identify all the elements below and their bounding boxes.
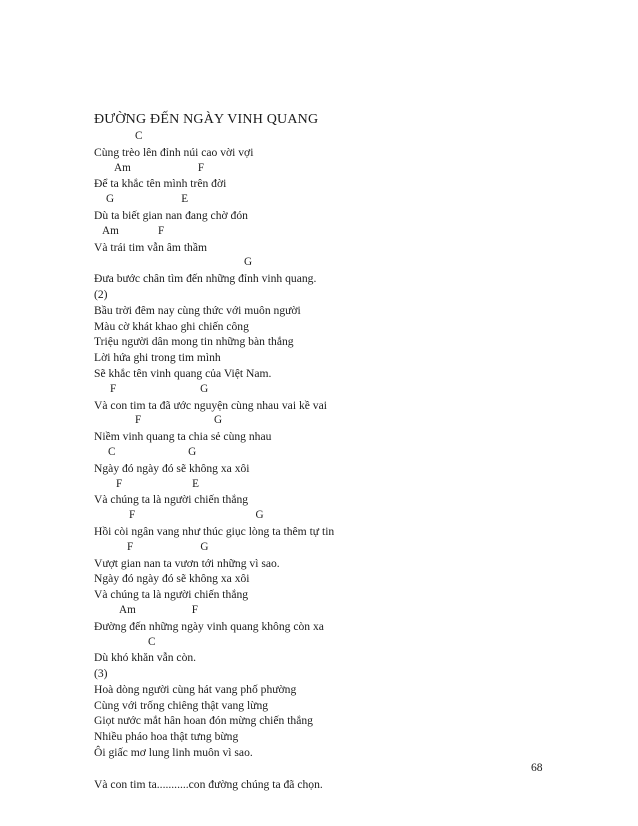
lyric-line: Hoà dòng người cùng hát vang phố phường xyxy=(94,682,297,696)
lyric-line: Nhiều pháo hoa thật tưng bừng xyxy=(94,730,239,744)
lyric-line: Để ta khắc tên mình trên đời xyxy=(94,177,227,191)
chord-line: F G xyxy=(127,540,209,553)
chord-line: G E xyxy=(106,193,189,206)
lyric-line: Hồi còi ngân vang như thúc giục lòng ta thêm tự tin xyxy=(94,524,335,538)
chord-line: Am F xyxy=(102,224,165,237)
lyric-line: Và trái tim vẫn âm thầm xyxy=(94,240,208,254)
lyric-line: Và con tim ta...........con đường chúng ta đã chọn. xyxy=(94,777,323,791)
lyric-line: Ôi giấc mơ lung linh muôn vì sao. xyxy=(94,746,253,760)
chord-line: F E xyxy=(116,477,199,490)
lyric-line: (3) xyxy=(94,667,108,681)
lyric-line: (2) xyxy=(94,287,108,301)
lyric-line: Sẽ khắc tên vinh quang của Việt Nam. xyxy=(94,366,272,380)
lyric-line: Dù khó khăn vẫn còn. xyxy=(94,651,197,665)
lyric-line: Triệu người dân mong tin những bàn thắng xyxy=(94,335,294,349)
lyric-line: Ngày đó ngày đó sẽ không xa xôi xyxy=(94,461,250,475)
song-title: ĐƯỜNG ĐẾN NGÀY VINH QUANG xyxy=(94,112,319,127)
lyric-line: Cùng với trống chiêng thật vang lừng xyxy=(94,698,269,712)
lyric-line: Và chúng ta là người chiến thắng xyxy=(94,588,249,602)
lyric-line: Ngày đó ngày đó sẽ không xa xôi xyxy=(94,572,250,586)
lyric-line: Và chúng ta là người chiến thắng xyxy=(94,493,249,507)
lyric-line: Lời hứa ghi trong tim mình xyxy=(94,351,221,365)
lyric-line: Vượt gian nan ta vươn tới những vì sao. xyxy=(94,556,280,570)
lyric-line: Niềm vinh quang ta chia sẻ cùng nhau xyxy=(94,430,272,444)
lyric-line: Đường đến những ngày vinh quang không còn xa xyxy=(94,619,324,633)
chord-line: G xyxy=(244,256,253,269)
lyric-line: Đưa bước chân tìm đến những đỉnh vinh quang. xyxy=(94,272,317,286)
chord-line: Am F xyxy=(119,603,198,616)
lyric-line: Màu cờ khát khao ghi chiến công xyxy=(94,319,249,333)
chord-line: C xyxy=(135,130,143,142)
chord-line: F G xyxy=(129,509,264,522)
chord-line: C G xyxy=(108,445,197,458)
page-number: 68 xyxy=(531,761,543,774)
lyrics-block xyxy=(94,129,614,792)
lyric-line: Và con tim ta đã ước nguyện cùng nhau vai kề vai xyxy=(94,398,327,412)
chord-line: Am F xyxy=(114,161,205,174)
chord-line: F G xyxy=(135,414,223,427)
lyric-line: Giọt nước mắt hân hoan đón mừng chiến thắng xyxy=(94,714,313,728)
lyric-line: Bầu trời đêm nay cùng thức với muôn người xyxy=(94,303,301,317)
lyric-line: Dù ta biết gian nan đang chờ đón xyxy=(94,208,248,222)
chord-line: F G xyxy=(110,382,209,395)
lyric-line: Cùng trèo lên đỉnh núi cao vời vợi xyxy=(94,145,254,159)
chord-line: C xyxy=(148,635,156,648)
